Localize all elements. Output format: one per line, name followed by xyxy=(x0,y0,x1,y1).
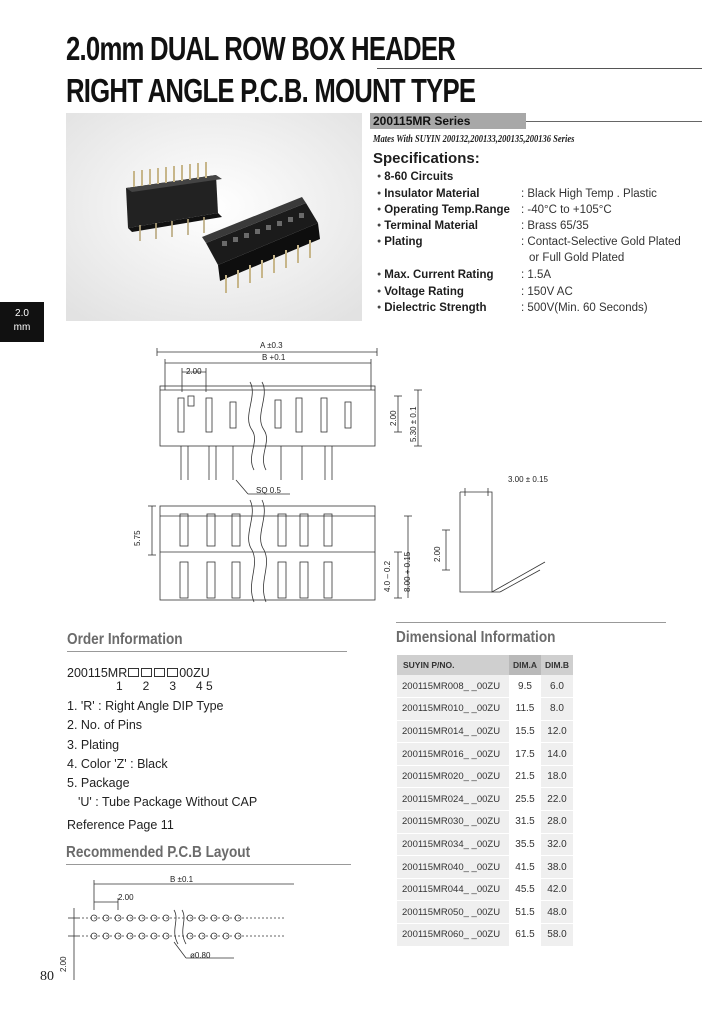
mates-with-text: Mates With SUYIN 200132,200133,200135,200136 Series xyxy=(373,134,575,145)
reference-page: Reference Page 11 xyxy=(67,818,174,832)
cell-dim-a: 25.5 xyxy=(509,788,541,811)
column-header-dim-a: DIM.A xyxy=(509,655,541,675)
cell-part-number: 200115MR050_ _00ZU xyxy=(397,901,509,924)
spec-label: ● Max. Current Rating xyxy=(377,269,494,281)
spec-value: : Black High Temp . Plastic xyxy=(521,188,657,200)
dim-800-label: 8.00 + 0.15 xyxy=(403,551,412,592)
side-200-label: 2.00 xyxy=(433,546,442,562)
page-number: 80 xyxy=(40,969,54,984)
spec-label: ● Insulator Material xyxy=(377,188,479,200)
spec-label: ● 8-60 Circuits xyxy=(377,171,453,183)
dim-40-label: 4.0 – 0.2 xyxy=(383,560,392,592)
cell-part-number: 200115MR014_ _00ZU xyxy=(397,720,509,743)
cell-dim-a: 9.5 xyxy=(509,675,541,698)
series-divider xyxy=(526,121,702,122)
pcb-layout-divider xyxy=(66,864,351,865)
pcb-dim-b-label: B ±0.1 xyxy=(170,875,194,884)
cell-dim-b: 28.0 xyxy=(541,811,573,834)
table-row xyxy=(397,788,573,811)
order-item: 4. Color 'Z' : Black xyxy=(67,757,168,771)
spec-value: : -40°C to +105°C xyxy=(521,204,612,216)
spec-label: ● Plating xyxy=(377,236,423,248)
pcb-layout-drawing xyxy=(44,870,304,980)
cell-part-number: 200115MR040_ _00ZU xyxy=(397,856,509,879)
table-row xyxy=(397,901,573,924)
dim-b-label: B +0.1 xyxy=(262,353,286,362)
cell-dim-a: 31.5 xyxy=(509,811,541,834)
cell-dim-b: 58.0 xyxy=(541,924,573,947)
pcb-row-label: 2.00 xyxy=(59,956,68,972)
order-item: 2. No. of Pins xyxy=(67,718,143,732)
dimension-table xyxy=(397,655,573,947)
cell-part-number: 200115MR008_ _00ZU xyxy=(397,675,509,698)
cell-dim-a: 45.5 xyxy=(509,878,541,901)
spec-value: : 1.5A xyxy=(521,269,552,281)
pcb-layout-heading: Recommended P.C.B Layout xyxy=(66,844,251,861)
cell-dim-b: 18.0 xyxy=(541,765,573,788)
cell-dim-a: 35.5 xyxy=(509,833,541,856)
option-box xyxy=(167,668,178,677)
option-box xyxy=(141,668,152,677)
table-row xyxy=(397,878,573,901)
order-item: 5. Package xyxy=(67,776,130,790)
table-row xyxy=(397,765,573,788)
dimensional-info-divider xyxy=(396,622,666,623)
cell-dim-a: 17.5 xyxy=(509,743,541,766)
cell-dim-b: 42.0 xyxy=(541,878,573,901)
cell-part-number: 200115MR034_ _00ZU xyxy=(397,833,509,856)
cell-dim-a: 51.5 xyxy=(509,901,541,924)
part-prefix: 200115MR xyxy=(67,666,128,680)
product-photo xyxy=(66,113,362,321)
cell-dim-a: 41.5 xyxy=(509,856,541,879)
sq-label: SQ 0.5 xyxy=(256,486,281,495)
part-position-digits: 1 2 3 4 5 xyxy=(116,679,213,693)
spec-value: or Full Gold Plated xyxy=(529,252,625,264)
cell-part-number: 200115MR024_ _00ZU xyxy=(397,788,509,811)
pcb-hole-label: ø0.80 xyxy=(190,951,211,960)
spec-label: ● Terminal Material xyxy=(377,220,478,232)
spec-label: ● Voltage Rating xyxy=(377,286,464,298)
cell-dim-a: 61.5 xyxy=(509,924,541,947)
cell-part-number: 200115MR020_ _00ZU xyxy=(397,765,509,788)
option-box xyxy=(128,668,139,677)
side-575-label: 5.75 xyxy=(133,530,142,546)
cell-dim-b: 14.0 xyxy=(541,743,573,766)
table-row xyxy=(397,924,573,947)
table-row xyxy=(397,811,573,834)
pitch-label: 2.00 xyxy=(186,367,202,376)
table-row xyxy=(397,833,573,856)
cell-dim-b: 38.0 xyxy=(541,856,573,879)
cell-dim-b: 48.0 xyxy=(541,901,573,924)
column-header-part-number: SUYIN P/NO. xyxy=(397,655,509,675)
specifications-heading: Specifications: xyxy=(373,150,480,167)
order-item: 3. Plating xyxy=(67,738,120,752)
side-tab-value: 2.0 xyxy=(15,308,29,319)
page-title-line1: 2.0mm DUAL ROW BOX HEADER xyxy=(66,30,456,67)
table-row xyxy=(397,675,573,698)
side-300-label: 3.00 ± 0.15 xyxy=(508,475,548,484)
order-item: 'U' : Tube Package Without CAP xyxy=(78,795,258,809)
order-item: 1. 'R' : Right Angle DIP Type xyxy=(67,699,224,713)
order-part-number xyxy=(67,666,210,680)
dim-a-label: A ±0.3 xyxy=(260,341,283,350)
side-tab-unit: mm xyxy=(13,322,31,333)
cell-dim-b: 32.0 xyxy=(541,833,573,856)
cell-dim-b: 12.0 xyxy=(541,720,573,743)
cell-dim-b: 8.0 xyxy=(541,698,573,721)
height-total-label: 5.30 ± 0.1 xyxy=(409,406,418,442)
dimensional-info-heading: Dimensional Information xyxy=(396,629,556,646)
cell-part-number: 200115MR030_ _00ZU xyxy=(397,811,509,834)
part-option-boxes xyxy=(127,666,179,680)
cell-part-number: 200115MR044_ _00ZU xyxy=(397,878,509,901)
series-badge: 200115MR Series xyxy=(370,113,526,129)
table-row xyxy=(397,743,573,766)
cell-part-number: 200115MR016_ _00ZU xyxy=(397,743,509,766)
part-suffix: 00ZU xyxy=(179,666,210,680)
spec-value: : Contact-Selective Gold Plated xyxy=(521,236,681,248)
spec-label: ● Dielectric Strength xyxy=(377,302,486,314)
page-title-line2: RIGHT ANGLE P.C.B. MOUNT TYPE xyxy=(66,72,476,109)
order-info-heading: Order Information xyxy=(67,631,183,648)
cell-dim-a: 11.5 xyxy=(509,698,541,721)
table-row xyxy=(397,698,573,721)
cell-part-number: 200115MR060_ _00ZU xyxy=(397,924,509,947)
technical-drawing xyxy=(0,330,720,620)
cell-dim-a: 15.5 xyxy=(509,720,541,743)
table-row xyxy=(397,856,573,879)
order-info-divider xyxy=(67,651,347,652)
connector-photo-illustration xyxy=(66,113,362,321)
spec-value: : 150V AC xyxy=(521,286,573,298)
table-row xyxy=(397,720,573,743)
option-box xyxy=(154,668,165,677)
cell-dim-a: 21.5 xyxy=(509,765,541,788)
spec-label: ● Operating Temp.Range xyxy=(377,204,510,216)
pcb-pitch-label: 2.00 xyxy=(118,893,134,902)
title-divider xyxy=(377,68,702,69)
row-pitch-label: 2.00 xyxy=(389,410,398,426)
cell-part-number: 200115MR010_ _00ZU xyxy=(397,698,509,721)
spec-value: : Brass 65/35 xyxy=(521,220,589,232)
cell-dim-b: 22.0 xyxy=(541,788,573,811)
spec-value: : 500V(Min. 60 Seconds) xyxy=(521,302,648,314)
cell-dim-b: 6.0 xyxy=(541,675,573,698)
dimension-table-header xyxy=(397,655,573,675)
column-header-dim-b: DIM.B xyxy=(541,655,573,675)
